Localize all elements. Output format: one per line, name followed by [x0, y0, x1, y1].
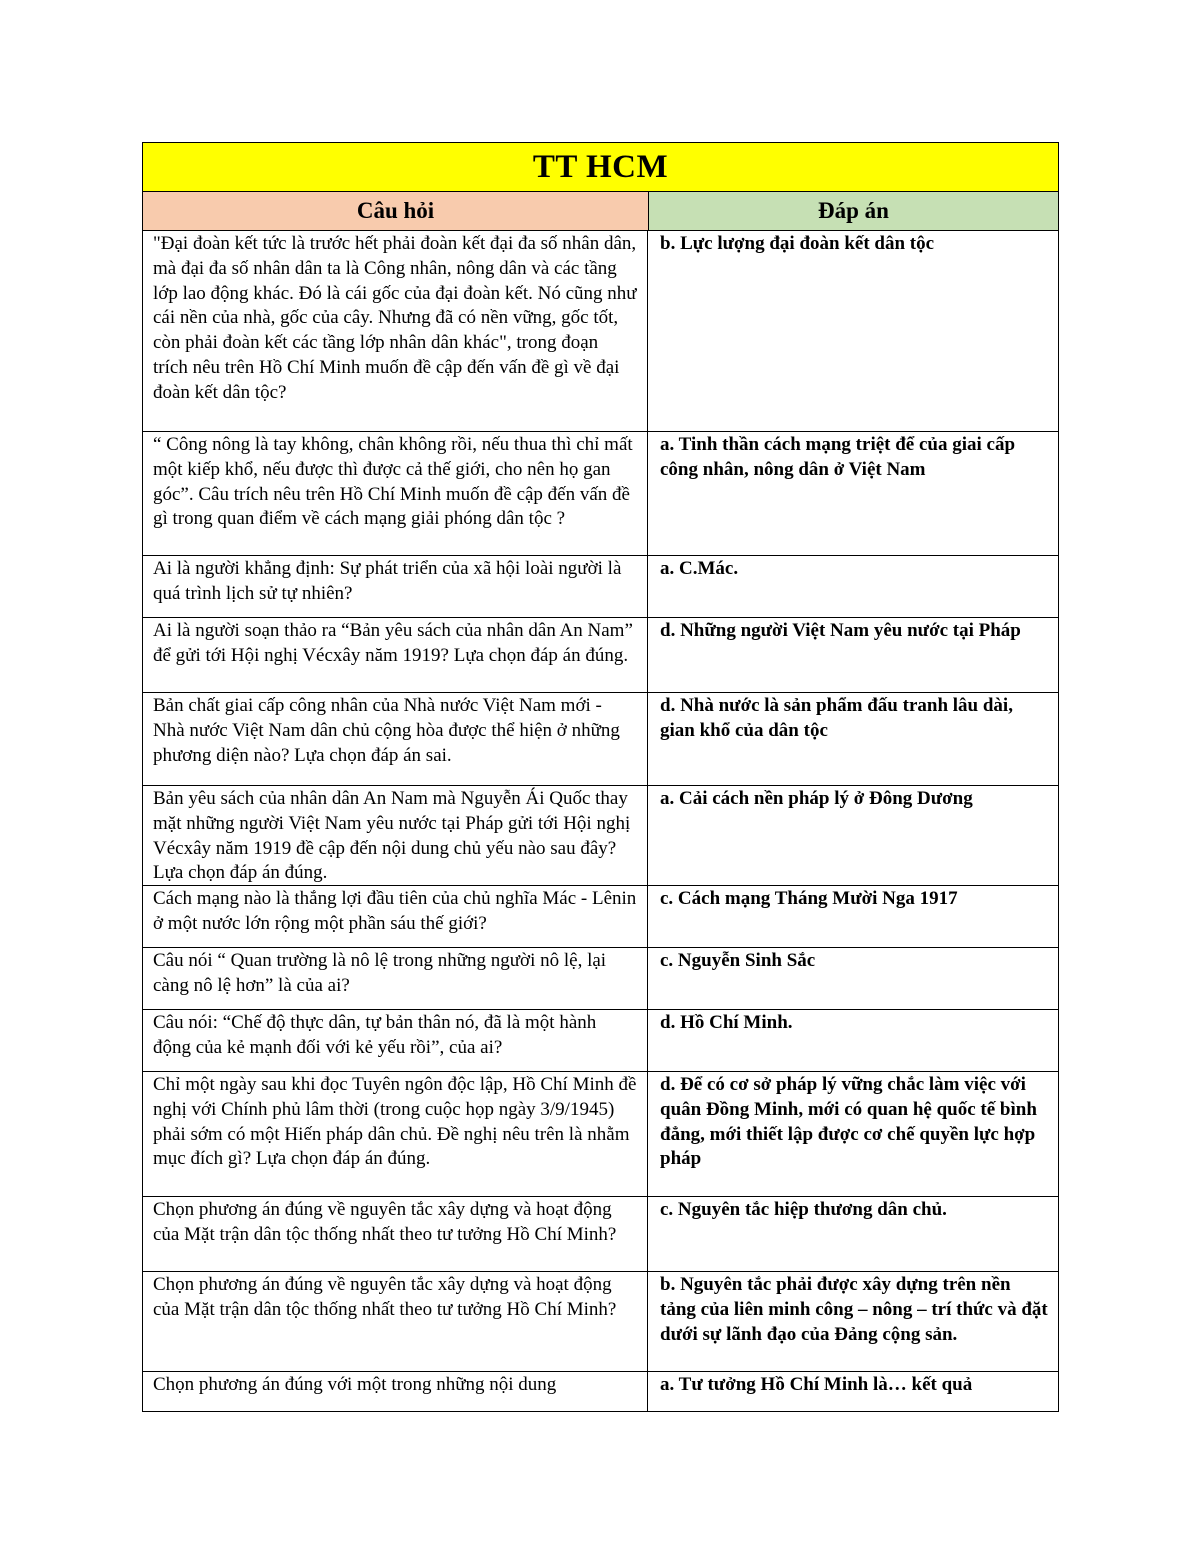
table-row [143, 886, 1058, 948]
question-cell: Chọn phương án đúng về nguyên tắc xây dựng và hoạt động của Mặt trận dân tộc thống nhất theo tư tưởng Hồ Chí Minh? [143, 1197, 648, 1271]
answer-cell: a. C.Mác. [660, 558, 739, 579]
answer-cell: d. Để có cơ sở pháp lý vững chắc làm việc với quân Đồng Minh, mới có quan hệ quốc tế bình đẳng, mới thiết lập được cơ chế quyền lực hợp pháp [660, 1074, 1037, 1170]
answer-cell: d. Nhà nước là sản phẩm đấu tranh lâu dài, gian khổ của dân tộc [660, 695, 1013, 741]
question-cell: Chọn phương án đúng về nguyên tắc xây dựng và hoạt động của Mặt trận dân tộc thống nhất theo tư tưởng Hồ Chí Minh? [143, 1272, 648, 1371]
answer-cell: c. Nguyễn Sinh Sắc [660, 950, 816, 971]
question-cell: Ai là người khẳng định: Sự phát triển của xã hội loài người là quá trình lịch sử tự nhiên? [143, 556, 648, 617]
table-row [143, 556, 1058, 618]
table-row [143, 618, 1058, 693]
table-row [143, 1010, 1058, 1072]
question-cell: Bản yêu sách của nhân dân An Nam mà Nguyễn Ái Quốc thay mặt những người Việt Nam yêu nước tại Pháp gửi tới Hội nghị Vécxây năm 1919 đề cập đến nội dung chủ yếu nào sau đây? Lựa chọn đáp án đúng. [143, 786, 648, 885]
answer-cell: b. Lực lượng đại đoàn kết dân tộc [660, 233, 935, 254]
answer-cell: d. Hồ Chí Minh. [660, 1012, 793, 1033]
answer-cell: a. Tinh thần cách mạng triệt để của giai cấp công nhân, nông dân ở Việt Nam [660, 434, 1016, 480]
table-row [143, 432, 1058, 556]
table-row [143, 231, 1058, 432]
question-cell: Chọn phương án đúng với một trong những nội dung [143, 1372, 648, 1411]
answer-cell: c. Cách mạng Tháng Mười Nga 1917 [660, 888, 958, 909]
qa-table [142, 142, 1059, 1412]
question-cell: Câu nói “ Quan trường là nô lệ trong những người nô lệ, lại càng nô lệ hơn” là của ai? [143, 948, 648, 1009]
table-row [143, 1272, 1058, 1372]
question-cell: Cách mạng nào là thắng lợi đầu tiên của chủ nghĩa Mác - Lênin ở một nước lớn rộng một phần sáu thế giới? [143, 886, 648, 947]
table-row [143, 1197, 1058, 1272]
answer-cell: a. Cải cách nền pháp lý ở Đông Dương [660, 788, 973, 809]
answer-column-header: Đáp án [649, 192, 1058, 230]
answer-cell: c. Nguyên tắc hiệp thương dân chủ. [660, 1199, 947, 1220]
table-row [143, 1072, 1058, 1197]
question-cell: Bản chất giai cấp công nhân của Nhà nước Việt Nam mới - Nhà nước Việt Nam dân chủ cộng hòa được thể hiện ở những phương diện nào? Lựa chọn đáp án sai. [143, 693, 648, 785]
question-cell: Chỉ một ngày sau khi đọc Tuyên ngôn độc lập, Hồ Chí Minh đề nghị với Chính phủ lâm thời (trong cuộc họp ngày 3/9/1945) phải sớm có một Hiến pháp dân chủ. Đề nghị nêu trên là nhằm mục đích gì? Lựa chọn đáp án đúng. [143, 1072, 648, 1196]
table-row [143, 693, 1058, 786]
table-row [143, 948, 1058, 1010]
answer-cell: d. Những người Việt Nam yêu nước tại Pháp [660, 620, 1021, 641]
question-cell: Câu nói: “Chế độ thực dân, tự bản thân nó, đã là một hành động của kẻ mạnh đối với kẻ yếu rồi”, của ai? [143, 1010, 648, 1071]
table-row [143, 1372, 1058, 1412]
question-cell: “ Công nông là tay không, chân không rồi, nếu thua thì chỉ mất một kiếp khổ, nếu được thì được cả thế giới, cho nên họ gan góc”. Câu trích nêu trên Hồ Chí Minh muốn đề cập đến vấn đề gì trong quan điểm về cách mạng giải phóng dân tộc ? [143, 432, 648, 555]
table-header-row [143, 192, 1058, 231]
table-row [143, 786, 1058, 886]
question-cell: "Đại đoàn kết tức là trước hết phải đoàn kết đại đa số nhân dân, mà đại đa số nhân dân ta là Công nhân, nông dân và các tầng lớp lao động khác. Đó là cái gốc của đại đoàn kết. Nó cũng như cái nền của nhà, gốc của cây. Nhưng đã có nền vững, gốc tốt, còn phải đoàn kết các tầng lớp nhân dân khác", trong đoạn trích nêu trên Hồ Chí Minh muốn đề cập đến vấn đề gì về đại đoàn kết dân tộc? [143, 231, 648, 431]
answer-cell: b. Nguyên tắc phải được xây dựng trên nền tảng của liên minh công – nông – trí thức và đặt dưới sự lãnh đạo của Đảng cộng sản. [660, 1274, 1048, 1345]
answer-cell: a. Tư tưởng Hồ Chí Minh là… kết quả [660, 1374, 973, 1395]
question-column-header: Câu hỏi [143, 192, 649, 230]
table-title: TT HCM [143, 143, 1058, 192]
question-cell: Ai là người soạn thảo ra “Bản yêu sách của nhân dân An Nam” để gửi tới Hội nghị Vécxây năm 1919? Lựa chọn đáp án đúng. [143, 618, 648, 692]
